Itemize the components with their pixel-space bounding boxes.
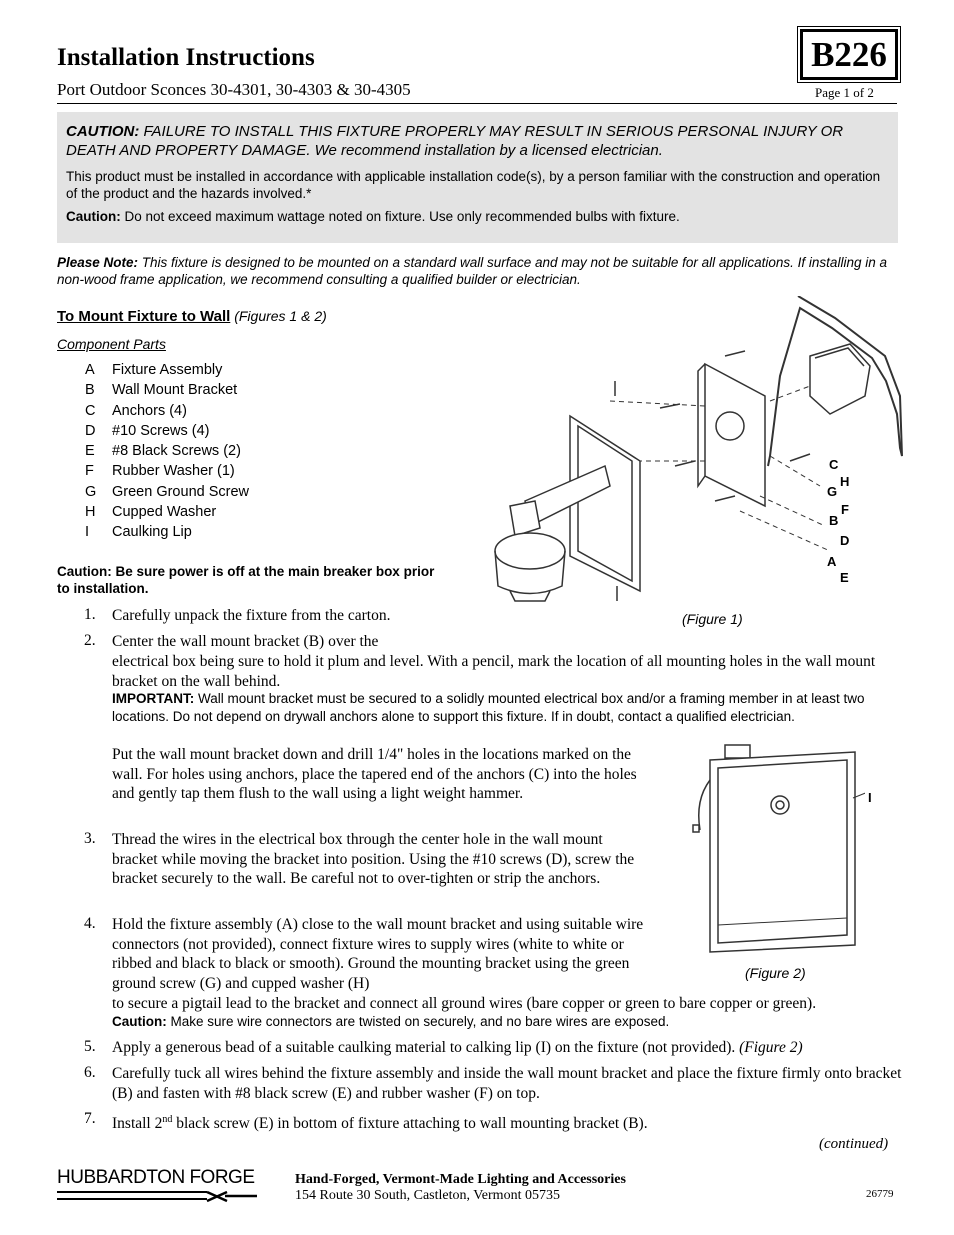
step-2-text-a: Center the wall mount bracket (B) over the xyxy=(112,633,379,650)
caution-wattage xyxy=(66,209,881,224)
caution-body: This product must be installed in accordance with applicable installation code(s), by a person familiar with the construction and operation of the product and the hazards involved.* xyxy=(66,169,881,201)
step-5-text xyxy=(112,1038,897,1058)
part-letter: B xyxy=(85,382,95,398)
part-letter: C xyxy=(85,403,96,419)
step-number: 1. xyxy=(84,606,96,623)
part-item xyxy=(85,403,187,419)
caution4-text: Make sure wire connectors are twisted on securely, and no bare wires are exposed. xyxy=(166,1014,670,1029)
component-parts-heading: Component Parts xyxy=(57,336,166,352)
footer-address: 154 Route 30 South, Castleton, Vermont 05735 xyxy=(295,1188,560,1203)
logo-text: HUBBARDTON FORGE xyxy=(57,1167,255,1188)
part-item xyxy=(85,423,210,439)
part-letter: I xyxy=(85,524,90,540)
important-label: IMPORTANT: xyxy=(112,691,195,706)
page-subtitle: Port Outdoor Sconces 30-4301, 30-4303 & 30-4305 xyxy=(57,80,411,99)
part-item xyxy=(85,362,222,378)
step-number: 5. xyxy=(84,1038,96,1055)
caution4-label: Caution: xyxy=(112,1014,167,1029)
step-2-text-c: Put the wall mount bracket down and drill 1/4" holes in the locations marked on the wall. For holes using anchors, place the tapered end of the anchors (C) into the holes and gently tap them flush to the wall using a light weight hammer. xyxy=(112,746,637,802)
power-caution: Caution: Be sure power is off at the main breaker box prior to installation. xyxy=(57,564,435,596)
figure-2-diagram xyxy=(685,740,865,960)
step-5-figure-ref: (Figure 2) xyxy=(735,1039,803,1056)
section-title: To Mount Fixture to Wall xyxy=(57,308,231,325)
step-5-body: Apply a generous bead of a suitable caulking material to calking lip (I) on the fixture (not provided). xyxy=(112,1039,736,1056)
logo-mark-icon xyxy=(57,1189,262,1203)
step-2-text-b: electrical box being sure to hold it plum and level. With a pencil, mark the location of all mounting holes in the wall mount bracket on the wall behind. xyxy=(112,653,876,690)
part-letter: G xyxy=(85,484,97,500)
part-name: Rubber Washer (1) xyxy=(112,463,235,479)
part-letter: H xyxy=(85,504,96,520)
part-name: Cupped Washer xyxy=(112,504,217,520)
step-number: 7. xyxy=(84,1110,96,1127)
step-7-part-b: black screw (E) in bottom of fixture attaching to wall mounting bracket (B). xyxy=(172,1115,648,1133)
fig1-label-e: E xyxy=(840,570,849,585)
fig1-label-c: C xyxy=(829,457,839,472)
part-name: #8 Black Screws (2) xyxy=(112,443,241,459)
section-heading xyxy=(57,308,327,325)
step-7-part-a: Install 2 xyxy=(112,1115,163,1133)
part-letter: A xyxy=(85,362,95,378)
page-title: Installation Instructions xyxy=(57,44,315,71)
caution-label-2: Caution: xyxy=(66,209,121,224)
figure-2-caption: (Figure 2) xyxy=(745,965,806,981)
part-name: #10 Screws (4) xyxy=(112,423,210,439)
part-name: Green Ground Screw xyxy=(112,484,250,500)
part-item xyxy=(85,443,241,459)
step-4-text-b: to secure a pigtail lead to the bracket and connect all ground wires (bare copper or green to bare copper or green). xyxy=(112,995,817,1012)
fig2-label-i: I xyxy=(868,790,872,805)
part-name: Anchors (4) xyxy=(112,403,187,419)
step-1-text: Carefully unpack the fixture from the carton. xyxy=(112,607,391,624)
part-item xyxy=(85,484,249,500)
part-item xyxy=(85,463,235,479)
footer-tagline: Hand-Forged, Vermont-Made Lighting and Accessories xyxy=(295,1172,626,1187)
figure-1-caption: (Figure 1) xyxy=(682,611,743,627)
caution-headline xyxy=(66,122,881,160)
step-4-caution xyxy=(112,1013,897,1031)
fig1-label-b: B xyxy=(829,513,839,528)
section-figure-ref: (Figures 1 & 2) xyxy=(230,308,327,324)
note-label: Please Note: xyxy=(57,255,139,270)
step-3-text: Thread the wires in the electrical box through the center hole in the wall mount bracket while moving the bracket into position. Using the #10 screws (D), screw the bracket securely to the wall. Be careful not to over-tighten or strip the anchors. xyxy=(112,831,635,887)
part-name: Fixture Assembly xyxy=(112,362,223,378)
step-number: 2. xyxy=(84,632,96,649)
step-number: 4. xyxy=(84,915,96,932)
caution-headline-text: FAILURE TO INSTALL THIS FIXTURE PROPERLY MAY RESULT IN SERIOUS PERSONAL INJURY OR DEATH AND PROPERTY DAMAGE. We recommend installation by a licensed electrician. xyxy=(66,123,844,159)
caution-wattage-text: Do not exceed maximum wattage noted on fixture. Use only recommended bulbs with fixture. xyxy=(120,209,680,224)
note-text: This fixture is designed to be mounted on a standard wall surface and may not be suitable for all applications. If installing in a non-wood frame application, we recommend consulting a qualified builder or electrician. xyxy=(57,255,887,287)
please-note xyxy=(57,254,887,288)
part-item xyxy=(85,382,237,398)
figure-1-diagram xyxy=(480,296,920,616)
step-6-text: Carefully tuck all wires behind the fixture assembly and inside the wall mount bracket and place the fixture firmly onto bracket (B) and fasten with #8 black screw (E) and rubber washer (F) on top. xyxy=(112,1065,902,1102)
part-item xyxy=(85,524,192,540)
part-item xyxy=(85,504,216,520)
step-4-text-a: Hold the fixture assembly (A) close to the wall mount bracket and using suitable wire connectors (not provided), connect fixture wires to supply wires (white to white or ribbed and black to black or smooth). Ground the mounting bracket using the green ground screw (G) and cupped washer (H) xyxy=(112,916,644,992)
step-7-superscript: nd xyxy=(162,1114,173,1125)
fig1-label-g: G xyxy=(827,484,838,499)
fig1-label-h: H xyxy=(840,474,850,489)
caution-label: CAUTION: xyxy=(66,123,140,140)
step-number: 6. xyxy=(84,1064,96,1081)
part-letter: E xyxy=(85,443,95,459)
header-rule xyxy=(57,103,897,104)
company-logo xyxy=(57,1167,262,1208)
fig1-label-d: D xyxy=(840,533,850,548)
fig1-label-a: A xyxy=(827,554,837,569)
step-2-important xyxy=(112,690,897,726)
step-number: 3. xyxy=(84,830,96,847)
part-name: Wall Mount Bracket xyxy=(112,382,238,398)
part-letter: F xyxy=(85,463,94,479)
page-number: Page 1 of 2 xyxy=(815,85,874,100)
document-code: B226 xyxy=(800,29,898,80)
document-number: 26779 xyxy=(866,1188,894,1200)
fig1-label-f: F xyxy=(841,502,849,517)
continued-note: (continued) xyxy=(819,1136,889,1152)
step-7-text xyxy=(112,1110,897,1134)
important-text: Wall mount bracket must be secured to a solidly mounted electrical box and/or a framing member in at least two locations. Do not depend on drywall anchors alone to support this fixture. If in doubt, contact a qualified electrician. xyxy=(112,691,865,724)
part-name: Caulking Lip xyxy=(112,524,192,540)
part-letter: D xyxy=(85,423,96,439)
